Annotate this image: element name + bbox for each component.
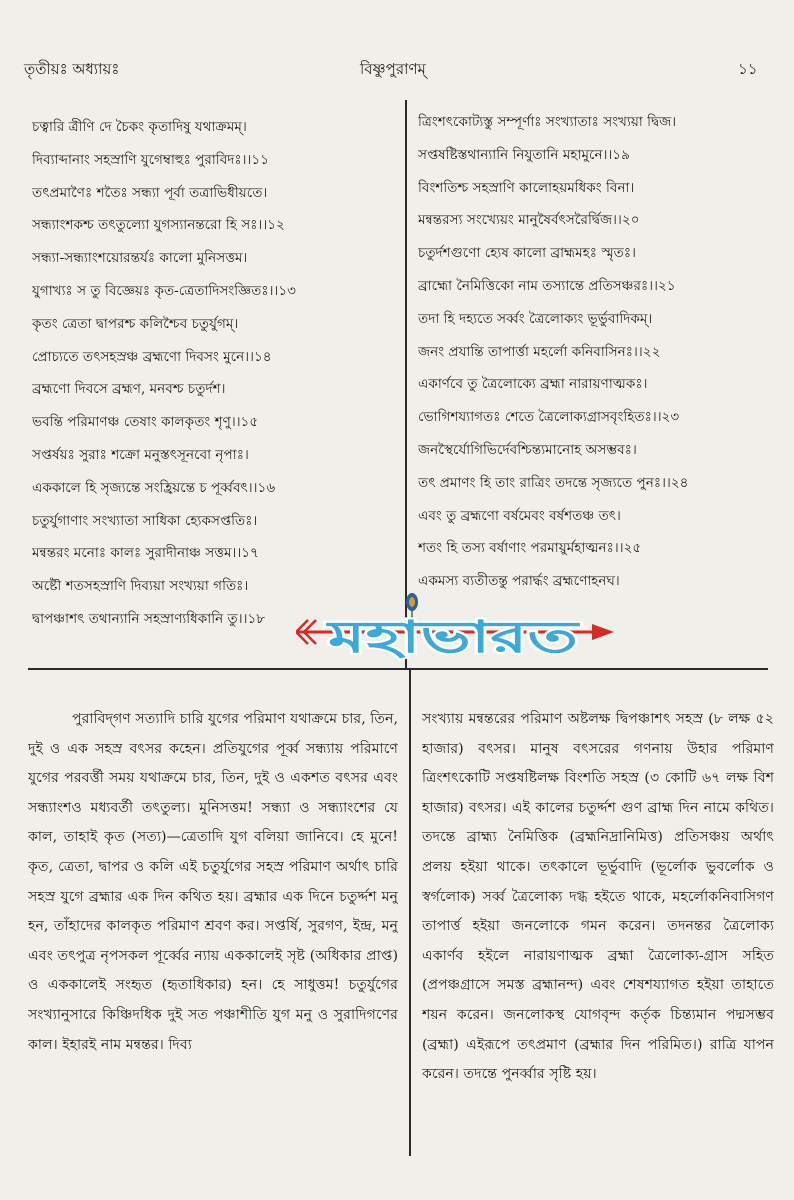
verse-line: সপ্তষষ্টিস্তথান্যানি নিযুতানি মহামুনে।।১৯ (418, 146, 630, 163)
verse-line: চতুর্যুগাণাং সংখ্যাতা সাধিকা হ্যেকসপ্ততিঃ। (32, 512, 258, 529)
verse-line: সপ্তর্ষয়ঃ সুরাঃ শক্রো মনুস্তৎসূনবো নৃপাঃ। (32, 446, 249, 463)
verse-line: তৎ প্রমাণং হি তাং রাত্রিং তদন্তে সৃজ্যতে পুনঃ।।২৪ (418, 474, 689, 491)
verse-line: চতুর্দশগুণো হ্যেষ কালো ব্রাহ্মমহঃ স্মৃতঃ। (418, 245, 636, 262)
verse-line: এবং তু ব্রহ্মণো বর্ষমেবং বর্ষশতঞ্চ তৎ। (418, 507, 621, 524)
verse-column-divider (405, 100, 407, 670)
chapter-heading: তৃতীয়ঃ অধ্যায়ঃ (24, 60, 120, 78)
verse-line: সন্ধ্যা-সন্ধ্যাংশয়োরন্তর্যঃ কালো মুনিসত্তম। (32, 250, 248, 267)
verse-line: যুগাখ্যঃ স তু বিজ্ঞেয়ঃ কৃত-ত্রেতাদিসংজ্ঞিতঃ।।১৩ (32, 282, 296, 299)
verse-line: শতং হি তস্য বর্ষাণাং পরমায়ুর্মহাত্মনঃ।।২৫ (418, 540, 642, 557)
verse-line: ব্রহ্মণো দিবসে ব্রহ্মণ, মনবশ্চ চতুর্দশ। (32, 381, 226, 398)
commentary-left: পুরাবিদ্‌গণ সত্যাদি চারি যুগের পরিমাণ যথাক্রমে চার, তিন, দুই ও এক সহস্র বৎসর কহেন। প্রতিযুগের পূর্ব্ব সন্ধ্যায় পরিমাণে যুগের পরবর্ত্তী সময় যথাক্রমে চার, তিন, দুই ও একশত বৎসর এবং সন্ধ্যাংশও মধ্যবর্তী তৎতুল্য। মুনিসত্তম! সন্ধ্যা ও সন্ধ্যাংশের যে কাল, তাহাই কৃত (সত্য)—ত্রেতাদি যুগ বলিয়া জানিবে। হে মুনে! কৃত, ত্রেতা, দ্বাপর ও কলি এই চতুর্যুগের সহস্র পরিমাণ অর্থাৎ চারি সহস্র যুগে ব্রহ্মার এক দিন কথিত হয়। ব্রহ্মার এক দিনে চতুর্দ্দশ মনু হন, তাঁহাদের কালকৃত পরিমাণ শ্রবণ কর। সপ্তর্ষি, সুরগণ, ইন্দ্র, মনু এবং তৎপুত্র নৃপসকল পূর্ব্বের ন্যায় এককালেই সৃষ্ট (অধিকার প্রাপ্ত) ও এককালেই সংহৃত (হৃতাধিকার) হন। হে সাধুত্তম! চতুর্যুগের সংখ্যানুসারে কিঞ্চিদধিক দুই সত পঞ্চাশীতি যুগ মনু ও সুরাদিগণের কাল। ইহারই নাম মন্বন্তর। দিব্য (28, 711, 398, 1053)
verse-line: বিংশতিশ্চ সহস্রাণি কালোহয়মধিকং বিনা। (418, 179, 635, 196)
verse-line: মন্বন্তরস্য সংখ্যেয়ং মানুষৈর্বৎসরৈর্দ্বিজ।।২০ (418, 212, 640, 229)
verse-line: জনং প্রযান্তি তাপার্ত্তা মহর্লো কনিবাসিনঃ।।২২ (418, 343, 661, 360)
verse-line: একার্ণবে তু ত্রৈলোক্যে ব্রহ্মা নারায়ণাত্মকঃ। (418, 376, 648, 393)
verse-line: ত্রিংশৎকোট্যস্তু সম্পূর্ণাঃ সংখ্যাতাঃ সংখ্যয়া দ্বিজ। (418, 114, 677, 130)
commentary-column-divider (409, 668, 411, 1156)
verses-left-column (32, 111, 402, 636)
page-number: ১১ (738, 60, 758, 78)
verse-line: চত্বারি ত্রীণি দে চৈকং কৃতাদিষু যথাক্রমম্‌। (32, 119, 247, 135)
peacock-feather-icon (406, 593, 418, 624)
verse-line: অষ্টৌ শতসহস্রাণি দিব্যয়া সংখ্যয়া গতিঃ। (32, 578, 249, 595)
verse-line: দিব্যাব্দানাং সহস্রাণি যুগেম্বাহুঃ পুরাবিদঃ।।১১ (32, 151, 270, 168)
verse-line: এককালে হি সৃজ্যন্তে সংহ্রিয়ন্তে চ পূর্ব্ববৎ।।১৬ (32, 479, 276, 496)
commentary-right: সংখ্যায় মন্বন্তরের পরিমাণ অষ্টলক্ষ দ্বিপঞ্চাশৎ সহস্র (৮ লক্ষ ৫২ হাজার) বৎসর। মানুষ বৎসরের গণনায় উহার পরিমাণ ত্রিংশৎকোটি সপ্তষষ্টিলক্ষ বিংশতি সহস্র (৩ কোটি ৬৭ লক্ষ বিশ হাজার) বৎসর। এই কালের চতুর্দ্দশ গুণ ব্রাহ্ম দিন নামে কথিত। তদন্তে ব্রাহ্ম্য নৈমিত্তিক (ব্রহ্মনিদ্রানিমিত্ত) প্রতিসঞ্চয় অর্থাৎ প্রলয় হইয়া থাকে। তৎকালে ভূর্ভুবাদি (ভূর্লোক ভুবর্লোক ও স্বর্গলোক) সর্ব্ব ত্রৈলোক্য দগ্ধ হইতে থাকে, মহর্লোকনিবাসিগণ তাপার্ত্ত হইয়া জনলোকে গমন করেন। তদনন্তর ত্রৈলোক্য একার্ণব হইলে নারায়ণাত্মক ব্রহ্মা ত্রৈলোক্য-গ্রাস সহিত (প্রপঞ্চগ্রাসে সমস্ত ব্রহ্মানন্দ) এবং শেষশয্যাগত হইয়া তাহাতে শয়ন করেন। জনলোকস্থ যোগবৃন্দ কর্তৃক চিন্ত্যমান পদ্মসম্ভব (ব্রহ্মা) এইরূপে তৎপ্রমাণ (ব্রহ্মার দিন পরিমিত।) রাত্রি যাপন করেন। তদন্তে পুনর্ব্বার সৃষ্টি হয়। (422, 711, 774, 1083)
verse-line: ব্রাহ্মো নৈমিত্তিকো নাম তস্যান্তে প্রতিসঞ্চরঃ।।২১ (418, 277, 676, 294)
verse-line: প্রোচ্যতে তৎসহস্রঞ্চ ব্রহ্মণো দিবসং মুনে।।১৪ (32, 348, 272, 365)
section-divider (28, 668, 768, 670)
verse-line: একমস্য ব্যতীতন্তু পরার্দ্ধং ব্রহ্মণোহনঘ। (418, 573, 620, 590)
verse-line: কৃতং ত্রেতা দ্বাপরশ্চ কলিশ্চৈব চতুর্যুগম্‌। (32, 315, 239, 332)
verse-line: জনস্থৈর্যোগিভির্দেবশ্চিন্ত্যমানোহ অসম্ভবঃ। (418, 441, 637, 458)
watermark-text: মহাভারত (324, 612, 582, 663)
book-title: বিষ্ণুপুরাণম্‌ (360, 60, 426, 78)
verse-line: দ্বাপঞ্চাশৎ তথান্যানি সহস্রাণ্যধিকানি তু।।১৮ (32, 610, 266, 627)
verse-line: ভবন্তি পরিমাণঞ্চ তেষাং কালকৃতং শৃণু।।১৫ (32, 414, 259, 431)
verses-right-column (418, 106, 778, 598)
verse-line: মন্বন্তরং মনোঃ কালঃ সুরাদীনাঞ্চ সত্তম।।১৭ (32, 545, 259, 562)
verse-line: সন্ধ্যাংশকশ্চ তৎতুল্যো যুগস্যানন্তরো হি সঃ।।১২ (32, 217, 285, 234)
verse-line: তৎপ্রমাণৈঃ শতৈঃ সন্ধ্যা পূর্বা তত্রাভিধীয়তে। (32, 184, 268, 201)
verse-line: তদা হি দহ্যতে সর্ব্বং ত্রৈলোক্যং ভূর্ভুবাদিকম্‌। (418, 310, 653, 327)
verse-line: ভোগিশয্যাগতঃ শেতে ত্রৈলোক্যগ্রাসবৃংহিতঃ।।২৩ (418, 409, 680, 426)
